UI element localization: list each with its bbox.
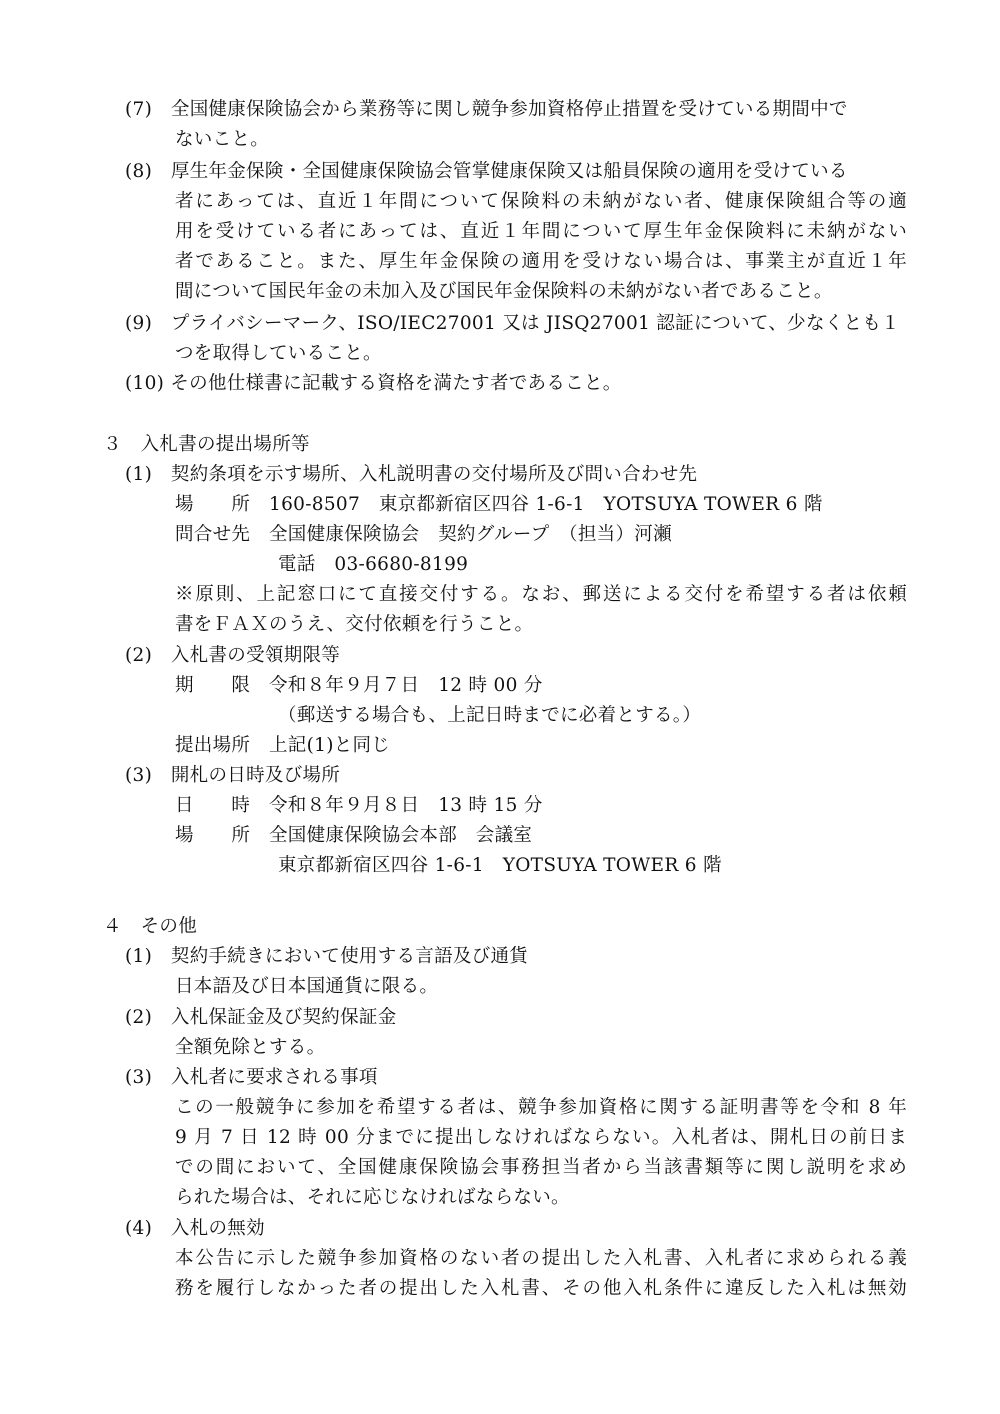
section-4-item-2-heading: (2) 入札保証金及び契約保証金 <box>125 1007 397 1028</box>
opening-datetime-line: 日 時 令和８年９月８日 13 時 15 分 <box>175 795 543 816</box>
section-4-item-4-body-2: 務を履行しなかった者の提出した入札書、その他入札条件に違反した入札は無効 <box>175 1278 907 1299</box>
item-8-line-5: 間について国民年金の未加入及び国民年金保険料の未納がない者であること。 <box>175 281 833 302</box>
opening-place-line: 場 所 全国健康保険協会本部 会議室 <box>175 825 533 846</box>
item-8-line-4: 者であること。また、厚生年金保険の適用を受けない場合は、事業主が直近１年 <box>175 251 907 272</box>
phone-line: 電話 03-6680-8199 <box>278 554 469 575</box>
section-4-item-4-heading: (4) 入札の無効 <box>125 1218 265 1239</box>
section-4-heading: ４ その他 <box>103 916 198 937</box>
section-3-heading: ３ 入札書の提出場所等 <box>103 434 310 455</box>
item-10-line: (10) その他仕様書に記載する資格を満たす者であること。 <box>125 373 622 394</box>
section-4-item-3-body-1: この一般競争に参加を希望する者は、競争参加資格に関する証明書等を令和 8 年 <box>175 1097 907 1118</box>
section-4-item-1-body: 日本語及び日本国通貨に限る。 <box>175 976 439 997</box>
section-4-item-3-body-4: られた場合は、それに応じなければならない。 <box>175 1187 570 1208</box>
contact-line: 問合せ先 全国健康保険協会 契約グループ （担当）河瀬 <box>175 524 672 545</box>
item-7-line-2: ないこと。 <box>175 129 270 150</box>
section-4-item-3-body-2: 9 月 7 日 12 時 00 分までに提出しなければならない。入札者は、開札日の前日ま <box>175 1127 907 1148</box>
section-4-item-4-body-1: 本公告に示した競争参加資格のない者の提出した入札書、入札者に求められる義 <box>175 1248 907 1269</box>
section-4-item-2-body: 全額免除とする。 <box>175 1037 326 1058</box>
section-4-item-3-heading: (3) 入札者に要求される事項 <box>125 1067 378 1088</box>
section-4-item-3-body-3: での間において、全国健康保険協会事務担当者から当該書類等に関し説明を求め <box>175 1157 907 1178</box>
note-line-1: ※原則、上記窓口にて直接交付する。なお、郵送による交付を希望する者は依頼 <box>175 584 907 605</box>
item-7-line-1: (7) 全国健康保険協会から業務等に関し競争参加資格停止措置を受けている期間中で <box>125 99 848 120</box>
opening-address-line: 東京都新宿区四谷 1-6-1 YOTSUYA TOWER 6 階 <box>278 855 722 876</box>
item-9-line-1: (9) プライバシーマーク、ISO/IEC27001 又は JISQ27001 認証について、少なくとも１ <box>125 313 900 334</box>
deadline-note: （郵送する場合も、上記日時までに必着とする。） <box>278 705 702 726</box>
section-3-item-3-heading: (3) 開札の日時及び場所 <box>125 765 341 786</box>
item-9-line-2: つを取得していること。 <box>175 343 382 364</box>
section-4-item-1-heading: (1) 契約手続きにおいて使用する言語及び通貨 <box>125 946 529 967</box>
item-8-line-1: (8) 厚生年金保険・全国健康保険協会管掌健康保険又は船員保険の適用を受けている <box>125 161 848 182</box>
item-8-line-2: 者にあっては、直近１年間について保険料の未納がない者、健康保険組合等の適 <box>175 191 907 212</box>
deadline-line: 期 限 令和８年９月７日 12 時 00 分 <box>175 675 543 696</box>
item-8-line-3: 用を受けている者にあっては、直近１年間について厚生年金保険料に未納がない <box>175 221 907 242</box>
submission-place-line: 提出場所 上記(1)と同じ <box>175 735 391 756</box>
location-line: 場 所 160-8507 東京都新宿区四谷 1-6-1 YOTSUYA TOWER 6 階 <box>175 494 823 515</box>
note-line-2: 書をＦＡＸのうえ、交付依頼を行うこと。 <box>175 614 534 635</box>
section-3-item-1-heading: (1) 契約条項を示す場所、入札説明書の交付場所及び問い合わせ先 <box>125 464 698 485</box>
section-3-item-2-heading: (2) 入札書の受領期限等 <box>125 645 341 666</box>
